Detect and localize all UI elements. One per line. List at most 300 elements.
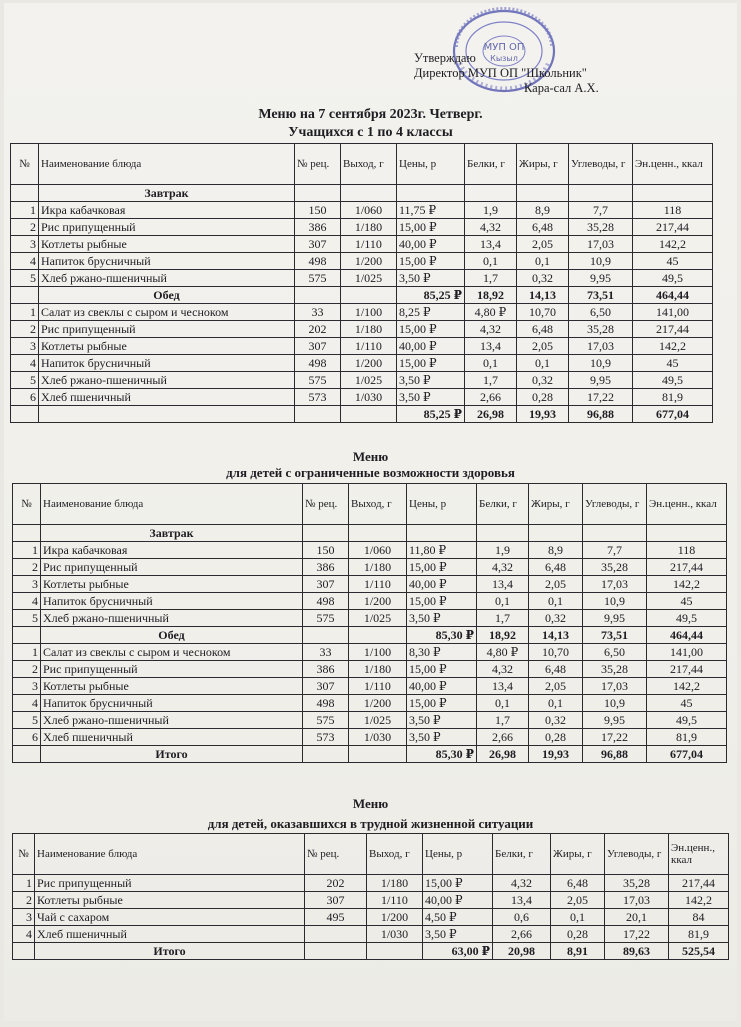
document-page: [4, 3, 737, 1021]
empty-cell: [341, 406, 397, 423]
column-header: Выход, г: [367, 834, 423, 875]
empty-cell: [477, 525, 529, 542]
empty-cell: [13, 943, 35, 960]
table-cell: 1/180: [341, 219, 397, 236]
table-cell: 4,32: [493, 875, 551, 892]
table-cell: Хлеб ржано-пшеничный: [41, 712, 303, 729]
empty-cell: [465, 185, 517, 202]
table-row: [13, 729, 727, 746]
table-cell: 0,1: [477, 593, 529, 610]
table-row: [11, 338, 713, 355]
column-header: №: [13, 484, 41, 525]
table-cell: 49,5: [647, 712, 727, 729]
total-cell: 464,44: [647, 627, 727, 644]
table-row: [11, 321, 713, 338]
table-cell: 202: [295, 321, 341, 338]
column-header: Цены, р: [407, 484, 477, 525]
table-cell: 8,30 ₽: [407, 644, 477, 661]
table-row: [11, 253, 713, 270]
table-cell: 5: [11, 270, 39, 287]
table-row: [13, 678, 727, 695]
table-cell: 1/025: [349, 610, 407, 627]
table-row: [11, 219, 713, 236]
table-cell: 13,4: [477, 678, 529, 695]
table-cell: Рис припущенный: [39, 219, 295, 236]
table-cell: 2,05: [517, 236, 569, 253]
table-cell: 0,1: [465, 253, 517, 270]
total-cell: 96,88: [569, 406, 633, 423]
table-cell: Хлеб пшеничный: [41, 729, 303, 746]
table-cell: 142,2: [647, 576, 727, 593]
empty-cell: [349, 525, 407, 542]
table-cell: 45: [647, 695, 727, 712]
table-cell: 3: [11, 338, 39, 355]
empty-cell: [397, 185, 465, 202]
table-cell: Котлеты рыбные: [35, 892, 305, 909]
table-cell: 0,32: [529, 712, 583, 729]
table-cell: 498: [303, 593, 349, 610]
table-cell: 15,00 ₽: [407, 661, 477, 678]
table-row: [11, 355, 713, 372]
table-cell: 1/100: [349, 644, 407, 661]
total-cell: 18,92: [477, 627, 529, 644]
table-cell: 4,32: [465, 321, 517, 338]
table-cell: 0,1: [529, 593, 583, 610]
table-cell: Котлеты рыбные: [39, 338, 295, 355]
table-cell: Напиток брусничный: [41, 695, 303, 712]
table-cell: Рис припущенный: [41, 661, 303, 678]
table-cell: 217,44: [633, 219, 713, 236]
table-cell: 1/180: [349, 559, 407, 576]
column-header: № рец.: [303, 484, 349, 525]
total-cell: 73,51: [583, 627, 647, 644]
approval-line-3: Кара-сал А.Х.: [524, 81, 599, 95]
approval-line-2: Директор МУП ОП "Школьник": [414, 66, 587, 80]
table-cell: 1/200: [349, 593, 407, 610]
table-cell: 13,4: [465, 236, 517, 253]
table-cell: 0,1: [551, 909, 605, 926]
column-header: Углеводы, г: [605, 834, 669, 875]
column-header: № рец.: [305, 834, 367, 875]
table-cell: 2,05: [529, 576, 583, 593]
table-cell: 6,48: [529, 559, 583, 576]
table-cell: 2: [13, 559, 41, 576]
empty-cell: [295, 185, 341, 202]
table-cell: 2,05: [551, 892, 605, 909]
section-row: [13, 746, 727, 763]
table-cell: 35,28: [583, 559, 647, 576]
total-cell: 26,98: [477, 746, 529, 763]
table-cell: 498: [303, 695, 349, 712]
table-cell: 0,1: [529, 695, 583, 712]
empty-cell: [349, 746, 407, 763]
total-cell: 677,04: [633, 406, 713, 423]
table-row: [13, 610, 727, 627]
column-header: Жиры, г: [551, 834, 605, 875]
table-cell: 81,9: [633, 389, 713, 406]
table-cell: 15,00 ₽: [397, 253, 465, 270]
table-cell: 1: [13, 542, 41, 559]
table-cell: 4,32: [465, 219, 517, 236]
table-cell: 1/110: [341, 338, 397, 355]
column-header: Жиры, г: [529, 484, 583, 525]
table-cell: 2,05: [529, 678, 583, 695]
table-cell: Котлеты рыбные: [41, 576, 303, 593]
table-cell: 4: [13, 926, 35, 943]
table-cell: 1/180: [341, 321, 397, 338]
table-cell: 3: [13, 678, 41, 695]
table-cell: 4: [11, 355, 39, 372]
table-cell: 1,9: [477, 542, 529, 559]
table-cell: [305, 926, 367, 943]
empty-cell: [517, 185, 569, 202]
table-cell: 150: [295, 202, 341, 219]
total-cell: 63,00 ₽: [423, 943, 493, 960]
table-cell: 49,5: [633, 372, 713, 389]
table-cell: 202: [305, 875, 367, 892]
column-header: Наименование блюда: [41, 484, 303, 525]
table-cell: 17,03: [605, 892, 669, 909]
table-row: [13, 576, 727, 593]
table-cell: 1/200: [367, 909, 423, 926]
table-cell: 1/025: [341, 372, 397, 389]
table-cell: 142,2: [633, 236, 713, 253]
table-row: [13, 593, 727, 610]
table-cell: 4: [11, 253, 39, 270]
total-cell: 73,51: [569, 287, 633, 304]
table-cell: Салат из свеклы с сыром и чесноком: [41, 644, 303, 661]
table-cell: 307: [303, 576, 349, 593]
table-cell: 3,50 ₽: [397, 389, 465, 406]
total-cell: 677,04: [647, 746, 727, 763]
table-row: [11, 389, 713, 406]
table-cell: 3: [11, 236, 39, 253]
table-row: [13, 542, 727, 559]
table-cell: 575: [295, 372, 341, 389]
table-cell: 0,32: [517, 372, 569, 389]
table-cell: 1/030: [349, 729, 407, 746]
table-cell: Хлеб пшеничный: [39, 389, 295, 406]
table-cell: 10,9: [569, 253, 633, 270]
table-cell: 10,70: [517, 304, 569, 321]
column-header: Углеводы, г: [569, 144, 633, 185]
table-cell: 35,28: [605, 875, 669, 892]
table-cell: 1/110: [341, 236, 397, 253]
table-cell: 8,9: [529, 542, 583, 559]
table-cell: 217,44: [647, 661, 727, 678]
total-cell: 20,98: [493, 943, 551, 960]
table-cell: 2,66: [477, 729, 529, 746]
table-cell: 3,50 ₽: [423, 926, 493, 943]
section3-subtitle: для детей, оказавшихся в трудной жизненной ситуации: [207, 816, 534, 831]
table-cell: 6: [13, 729, 41, 746]
empty-cell: [633, 185, 713, 202]
table-cell: 142,2: [633, 338, 713, 355]
table-cell: 386: [303, 661, 349, 678]
total-cell: 8,91: [551, 943, 605, 960]
section-label: Обед: [41, 627, 303, 644]
table-cell: 4,50 ₽: [423, 909, 493, 926]
empty-cell: [583, 525, 647, 542]
table-cell: 7,7: [583, 542, 647, 559]
table-cell: Хлеб ржано-пшеничный: [41, 610, 303, 627]
empty-cell: [11, 406, 39, 423]
table-row: [11, 202, 713, 219]
table-cell: 1: [11, 202, 39, 219]
total-cell: 19,93: [529, 746, 583, 763]
table-cell: 6,50: [583, 644, 647, 661]
table-cell: 2,66: [465, 389, 517, 406]
table-cell: 3: [13, 909, 35, 926]
column-header: Жиры, г: [517, 144, 569, 185]
table-row: [13, 661, 727, 678]
total-cell: 96,88: [583, 746, 647, 763]
empty-cell: [529, 525, 583, 542]
table-cell: Хлеб ржано-пшеничный: [39, 372, 295, 389]
table-cell: 1/110: [349, 678, 407, 695]
table-row: [13, 909, 729, 926]
table-row: [13, 892, 729, 909]
table-cell: 575: [303, 610, 349, 627]
table-cell: 217,44: [669, 875, 729, 892]
table-cell: 0,32: [529, 610, 583, 627]
table-cell: 2: [13, 661, 41, 678]
column-header: Цены, р: [397, 144, 465, 185]
column-header: Цены, р: [423, 834, 493, 875]
table-cell: 17,22: [583, 729, 647, 746]
table-cell: 5: [13, 610, 41, 627]
empty-cell: [367, 943, 423, 960]
table-cell: 35,28: [583, 661, 647, 678]
total-cell: 525,54: [669, 943, 729, 960]
table-cell: 1/100: [341, 304, 397, 321]
table-cell: Икра кабачковая: [39, 202, 295, 219]
table-cell: 3,50 ₽: [397, 372, 465, 389]
column-header: Белки, г: [493, 834, 551, 875]
empty-cell: [13, 746, 41, 763]
table-cell: 0,6: [493, 909, 551, 926]
table-cell: 1/025: [349, 712, 407, 729]
table-cell: Напиток брусничный: [39, 355, 295, 372]
table-cell: 35,28: [569, 219, 633, 236]
total-cell: 85,30 ₽: [407, 746, 477, 763]
table-cell: 1/200: [349, 695, 407, 712]
total-cell: 18,92: [465, 287, 517, 304]
column-header: Выход, г: [349, 484, 407, 525]
table-cell: 141,00: [633, 304, 713, 321]
table-cell: 141,00: [647, 644, 727, 661]
table-cell: 45: [633, 253, 713, 270]
column-header: Эн.ценн., ккал: [633, 144, 713, 185]
table-cell: 1/030: [367, 926, 423, 943]
table-row: [13, 926, 729, 943]
table-cell: 15,00 ₽: [397, 321, 465, 338]
table-cell: 49,5: [647, 610, 727, 627]
table-cell: 1: [13, 644, 41, 661]
table-cell: 307: [295, 236, 341, 253]
menu-table-grades-1-4: [10, 143, 713, 423]
menu-table-difficult-situation: [12, 833, 729, 960]
table-cell: 307: [295, 338, 341, 355]
table-cell: 498: [295, 355, 341, 372]
table-cell: 1/060: [341, 202, 397, 219]
table-cell: 45: [647, 593, 727, 610]
table-cell: 495: [305, 909, 367, 926]
table-cell: Салат из свеклы с сыром и чесноком: [39, 304, 295, 321]
table-cell: 10,9: [583, 695, 647, 712]
table-cell: 1,7: [465, 372, 517, 389]
total-cell: 85,30 ₽: [407, 627, 477, 644]
table-cell: 45: [633, 355, 713, 372]
svg-text:МУП ОП: МУП ОП: [483, 42, 525, 53]
table-cell: 217,44: [647, 559, 727, 576]
column-header: Углеводы, г: [583, 484, 647, 525]
table-cell: 40,00 ₽: [397, 338, 465, 355]
table-row: [11, 236, 713, 253]
table-cell: 9,95: [569, 270, 633, 287]
approval-line-1: Утверждаю: [414, 51, 476, 65]
section-row: [13, 943, 729, 960]
table-cell: 4,80 ₽: [465, 304, 517, 321]
table-cell: Котлеты рыбные: [39, 236, 295, 253]
empty-cell: [11, 185, 39, 202]
section-row: [13, 525, 727, 542]
column-header: №: [11, 144, 39, 185]
table-cell: 1/060: [349, 542, 407, 559]
column-header: №: [13, 834, 35, 875]
table-cell: 81,9: [669, 926, 729, 943]
table-cell: 1/200: [341, 355, 397, 372]
table-cell: Рис припущенный: [39, 321, 295, 338]
table-cell: 9,95: [569, 372, 633, 389]
table-cell: 0,1: [517, 253, 569, 270]
total-cell: 14,13: [529, 627, 583, 644]
table-cell: Напиток брусничный: [41, 593, 303, 610]
table-cell: 1: [11, 304, 39, 321]
table-cell: 15,00 ₽: [407, 559, 477, 576]
table-cell: 498: [295, 253, 341, 270]
table-cell: 1,9: [465, 202, 517, 219]
table-cell: 8,25 ₽: [397, 304, 465, 321]
table-cell: 142,2: [669, 892, 729, 909]
table-cell: 4: [13, 593, 41, 610]
section-label: [39, 406, 295, 423]
column-header: Белки, г: [477, 484, 529, 525]
table-cell: 0,32: [517, 270, 569, 287]
table-cell: 118: [633, 202, 713, 219]
table-cell: 5: [11, 372, 39, 389]
table-header-row: [13, 484, 727, 525]
empty-cell: [11, 287, 39, 304]
empty-cell: [303, 746, 349, 763]
table-row: [11, 304, 713, 321]
table-cell: 33: [295, 304, 341, 321]
table-cell: 217,44: [633, 321, 713, 338]
table-cell: 5: [13, 712, 41, 729]
table-cell: 84: [669, 909, 729, 926]
table-cell: 6: [11, 389, 39, 406]
total-cell: 85,25 ₽: [397, 287, 465, 304]
table-cell: 3: [13, 576, 41, 593]
table-cell: 13,4: [493, 892, 551, 909]
empty-cell: [341, 287, 397, 304]
table-cell: 40,00 ₽: [407, 576, 477, 593]
section-label: Завтрак: [41, 525, 303, 542]
table-cell: 6,48: [529, 661, 583, 678]
table-cell: 40,00 ₽: [407, 678, 477, 695]
table-cell: 6,50: [569, 304, 633, 321]
table-header-row: [11, 144, 713, 185]
table-cell: 3,50 ₽: [407, 729, 477, 746]
section2-title: Меню: [352, 449, 389, 464]
section-row: [11, 406, 713, 423]
column-header: Наименование блюда: [35, 834, 305, 875]
table-cell: 386: [303, 559, 349, 576]
table-cell: 1/180: [367, 875, 423, 892]
table-cell: 6,48: [517, 219, 569, 236]
table-cell: 17,03: [583, 576, 647, 593]
table-row: [13, 644, 727, 661]
section-label: Итого: [41, 746, 303, 763]
table-cell: 0,1: [465, 355, 517, 372]
table-cell: 13,4: [465, 338, 517, 355]
table-cell: 2,05: [517, 338, 569, 355]
section-row: [11, 287, 713, 304]
table-cell: 6,48: [517, 321, 569, 338]
table-cell: 2,66: [493, 926, 551, 943]
table-row: [13, 559, 727, 576]
table-cell: 118: [647, 542, 727, 559]
table-cell: 11,75 ₽: [397, 202, 465, 219]
table-cell: 8,9: [517, 202, 569, 219]
table-cell: 10,9: [583, 593, 647, 610]
empty-cell: [303, 627, 349, 644]
table-cell: 1/180: [349, 661, 407, 678]
table-cell: 575: [295, 270, 341, 287]
table-cell: 9,95: [583, 610, 647, 627]
table-cell: 4,32: [477, 559, 529, 576]
table-cell: 49,5: [633, 270, 713, 287]
table-cell: 575: [303, 712, 349, 729]
table-cell: 307: [303, 678, 349, 695]
table-cell: 4,32: [477, 661, 529, 678]
table-cell: 10,9: [569, 355, 633, 372]
empty-cell: [569, 185, 633, 202]
table-cell: Хлеб пшеничный: [35, 926, 305, 943]
section-label: Итого: [35, 943, 305, 960]
table-cell: 40,00 ₽: [397, 236, 465, 253]
section3-title: Меню: [352, 796, 389, 811]
table-cell: Икра кабачковая: [41, 542, 303, 559]
table-cell: 1/200: [341, 253, 397, 270]
table-cell: 0,1: [517, 355, 569, 372]
table-cell: 2: [11, 321, 39, 338]
table-cell: 11,80 ₽: [407, 542, 477, 559]
table-cell: 4,80 ₽: [477, 644, 529, 661]
empty-cell: [305, 943, 367, 960]
table-row: [11, 372, 713, 389]
table-cell: 1,7: [477, 610, 529, 627]
table-cell: 1,7: [465, 270, 517, 287]
table-cell: 3,50 ₽: [407, 610, 477, 627]
section2-subtitle: для детей с ограниченные возможности здоровья: [226, 465, 515, 480]
table-cell: 9,95: [583, 712, 647, 729]
table-cell: Котлеты рыбные: [41, 678, 303, 695]
table-cell: 15,00 ₽: [407, 593, 477, 610]
table-row: [11, 270, 713, 287]
table-cell: Хлеб ржано-пшеничный: [39, 270, 295, 287]
empty-cell: [303, 525, 349, 542]
